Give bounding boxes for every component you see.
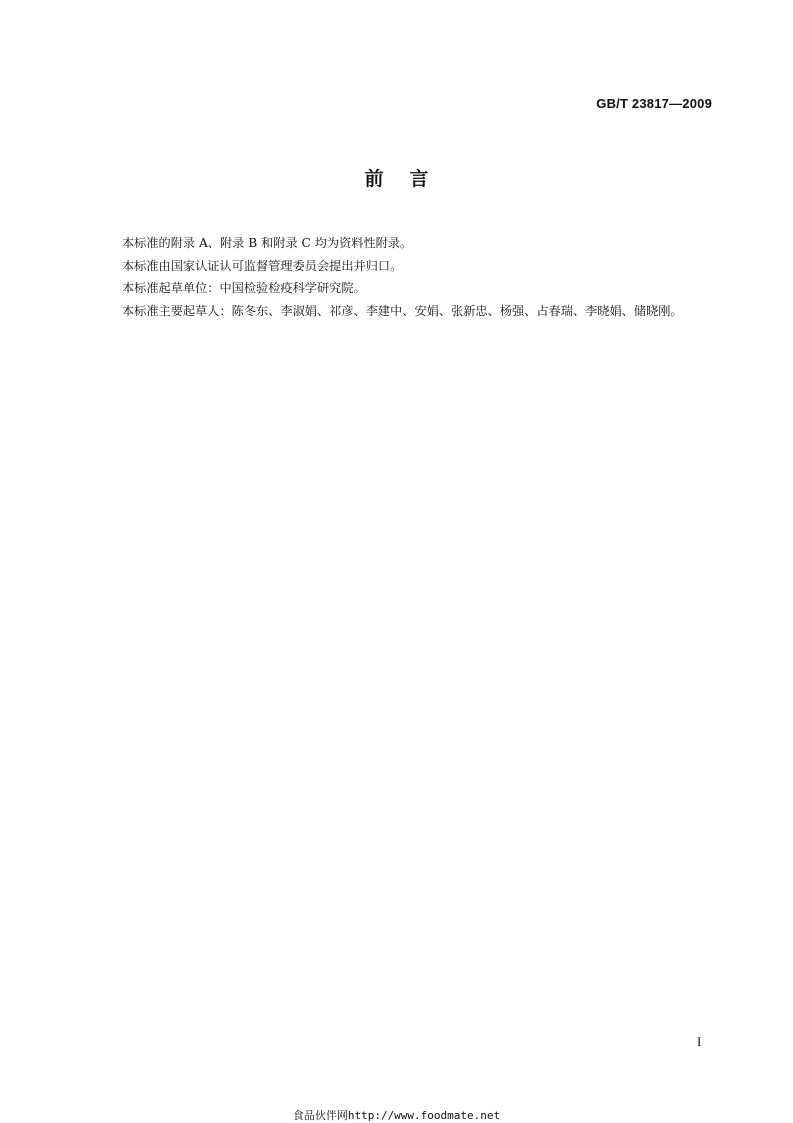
foreword-body [122, 232, 722, 322]
footer-watermark: 食品伙伴网http://www.foodmate.net [292, 1109, 501, 1122]
paragraph-proposer: 本标准由国家认证认可监督管理委员会提出并归口。 [122, 258, 403, 273]
paragraph-drafters: 本标准主要起草人：陈冬东、李淑娟、祁彦、李建中、安娟、张新忠、杨强、占春瑞、李晓娟、储晓刚。 [122, 303, 683, 318]
page-number: I [697, 1034, 702, 1049]
standard-code: GB/T 23817—2009 [596, 96, 712, 111]
paragraph-appendix: 本标准的附录 A、附录 B 和附录 C 均为资料性附录。 [122, 236, 413, 250]
paragraph-drafting-unit: 本标准起草单位：中国检验检疫科学研究院。 [122, 281, 366, 295]
page-title: 前言 [364, 168, 455, 190]
